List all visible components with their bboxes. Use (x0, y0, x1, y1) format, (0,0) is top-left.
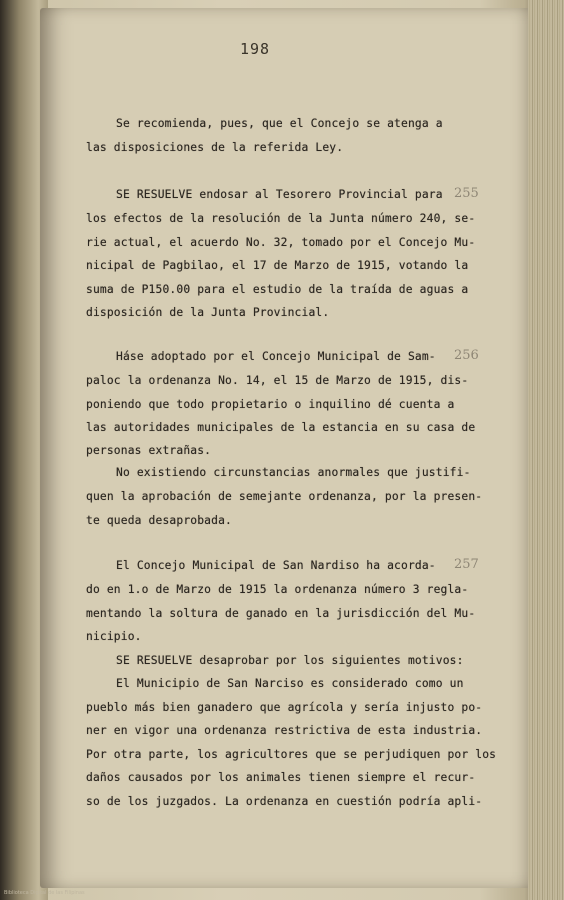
page-stack-edge (528, 0, 564, 900)
text-line: paloc la ordenanza No. 14, el 15 de Marzo de 1915, dis- (86, 374, 469, 387)
text-line: disposición de la Junta Provincial. (86, 306, 330, 319)
text-line: El Concejo Municipal de San Nardiso ha acorda- (116, 559, 436, 572)
text-line: Háse adoptado por el Concejo Municipal de Sam- (116, 350, 436, 363)
text-line: poniendo que todo propietario o inquilino dé cuenta a (86, 398, 455, 411)
text-line: do en 1.o de Marzo de 1915 la ordenanza número 3 regla- (86, 583, 469, 596)
text-line: las autoridades municipales de la estancia en su casa de (86, 421, 476, 434)
text-line: nicipio. (86, 630, 142, 643)
text-line: daños causados por los animales tienen siempre el recur- (86, 771, 476, 784)
text-line: ner en vigor una ordenanza restrictiva de esta industria. (86, 724, 483, 737)
margin-number: 257 (454, 557, 479, 572)
text-line: so de los juzgados. La ordenanza en cuestión podría apli- (86, 795, 483, 808)
text-line: quen la aprobación de semejante ordenanza, por la presen- (86, 490, 483, 503)
text-line: rie actual, el acuerdo No. 32, tomado por el Concejo Mu- (86, 236, 476, 249)
text-line: SE RESUELVE desaprobar por los siguientes motivos: (116, 654, 464, 667)
text-line: te queda desaprobada. (86, 514, 232, 527)
text-line: El Municipio de San Narciso es considerado como un (116, 677, 464, 690)
text-line: Se recomienda, pues, que el Concejo se atenga a (116, 117, 443, 130)
margin-number: 256 (454, 348, 479, 363)
text-line: pueblo más bien ganadero que agrícola y sería injusto po- (86, 701, 483, 714)
text-line: SE RESUELVE endosar al Tesorero Provincial para (116, 188, 443, 201)
text-line: No existiendo circunstancias anormales que justifi- (116, 466, 471, 479)
page-number: 198 (240, 40, 271, 58)
text-line: las disposiciones de la referida Ley. (86, 141, 344, 154)
margin-number: 255 (454, 186, 479, 201)
footer-credit: Biblioteca Digital de las Filipinas (4, 890, 85, 896)
text-line: nicipal de Pagbilao, el 17 de Marzo de 1915, votando la (86, 259, 469, 272)
text-line: suma de P150.00 para el estudio de la traída de aguas a (86, 283, 469, 296)
text-line: los efectos de la resolución de la Junta número 240, se- (86, 212, 476, 225)
text-line: mentando la soltura de ganado en la jurisdicción del Mu- (86, 607, 476, 620)
text-line: Por otra parte, los agricultores que se perjudiquen por los (86, 748, 497, 761)
text-line: personas extrañas. (86, 444, 212, 457)
